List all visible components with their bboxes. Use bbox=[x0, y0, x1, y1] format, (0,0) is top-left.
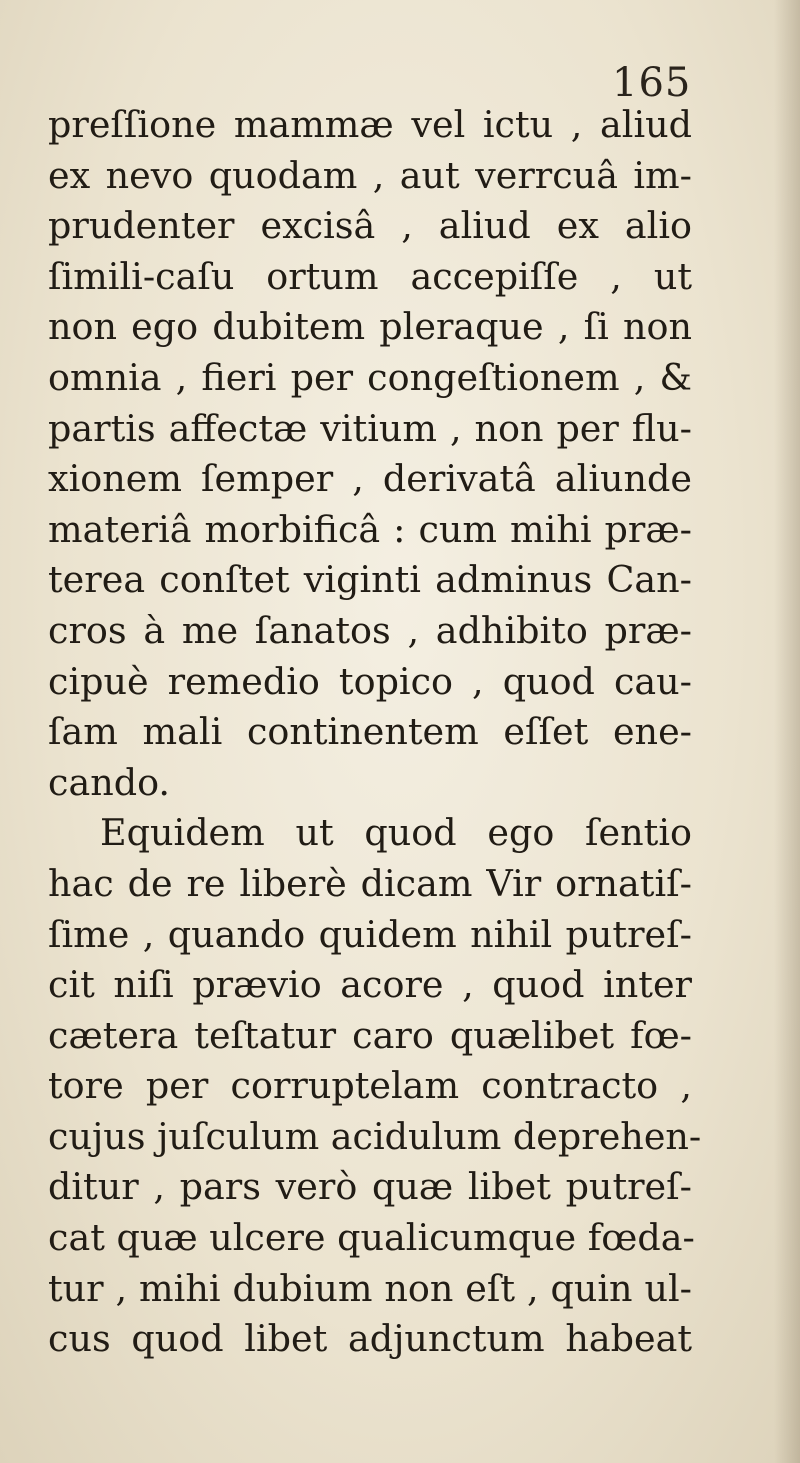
text-line: ex nevo quodam , aut verrcuâ im- bbox=[48, 153, 692, 197]
page-number: 165 bbox=[612, 60, 692, 106]
text-line: ſimili-caſu ortum accepiſſe , ut bbox=[48, 254, 692, 298]
text-line: hac de re liberè dicam Vir ornatiſ- bbox=[48, 861, 692, 905]
text-line: omnia , fieri per congeſtionem , & bbox=[48, 355, 692, 399]
text-line: cætera teſtatur caro quælibet fœ- bbox=[48, 1013, 692, 1057]
text-line: partis affectæ vitium , non per flu- bbox=[48, 406, 692, 450]
text-line: non ego dubitem pleraque , ſi non bbox=[48, 305, 692, 349]
text-line: cus quod libet adjunctum habeat bbox=[48, 1317, 692, 1361]
text-line: ditur , pars verò quæ libet putreſ- bbox=[48, 1165, 692, 1209]
text-line: prudenter excisâ , aliud ex alio bbox=[48, 204, 692, 248]
text-line: cipuè remedio topico , quod cau- bbox=[48, 659, 692, 703]
text-line: cat quæ ulcere qualicumque fœda- bbox=[48, 1216, 695, 1260]
page-gutter-shadow bbox=[774, 0, 800, 1463]
text-line: cros à me ſanatos , adhibito præ- bbox=[48, 608, 692, 652]
text-line: xionem ſemper , derivatâ aliunde bbox=[48, 457, 692, 501]
body-text bbox=[48, 100, 702, 1365]
text-line: tur , mihi dubium non eſt , quin ul- bbox=[48, 1266, 692, 1310]
text-line: preſſione mammæ vel ictu , aliud bbox=[48, 103, 692, 146]
text-line: terea conſtet viginti adminus Can- bbox=[48, 558, 692, 602]
text-line: ſam mali continentem eſſet ene- bbox=[48, 710, 692, 754]
text-line: materiâ morbificâ : cum mihi præ- bbox=[48, 507, 692, 551]
text-line: cando. bbox=[48, 760, 171, 804]
text-line: tore per corruptelam contracto , bbox=[48, 1064, 692, 1108]
text-line: cujus juſculum acidulum deprehen- bbox=[48, 1114, 702, 1158]
text-line: cit niſi prævio acore , quod inter bbox=[48, 963, 692, 1007]
text-line: ſime , quando quidem nihil putreſ- bbox=[48, 912, 692, 956]
text-line: Equidem ut quod ego ſentio bbox=[100, 811, 692, 855]
